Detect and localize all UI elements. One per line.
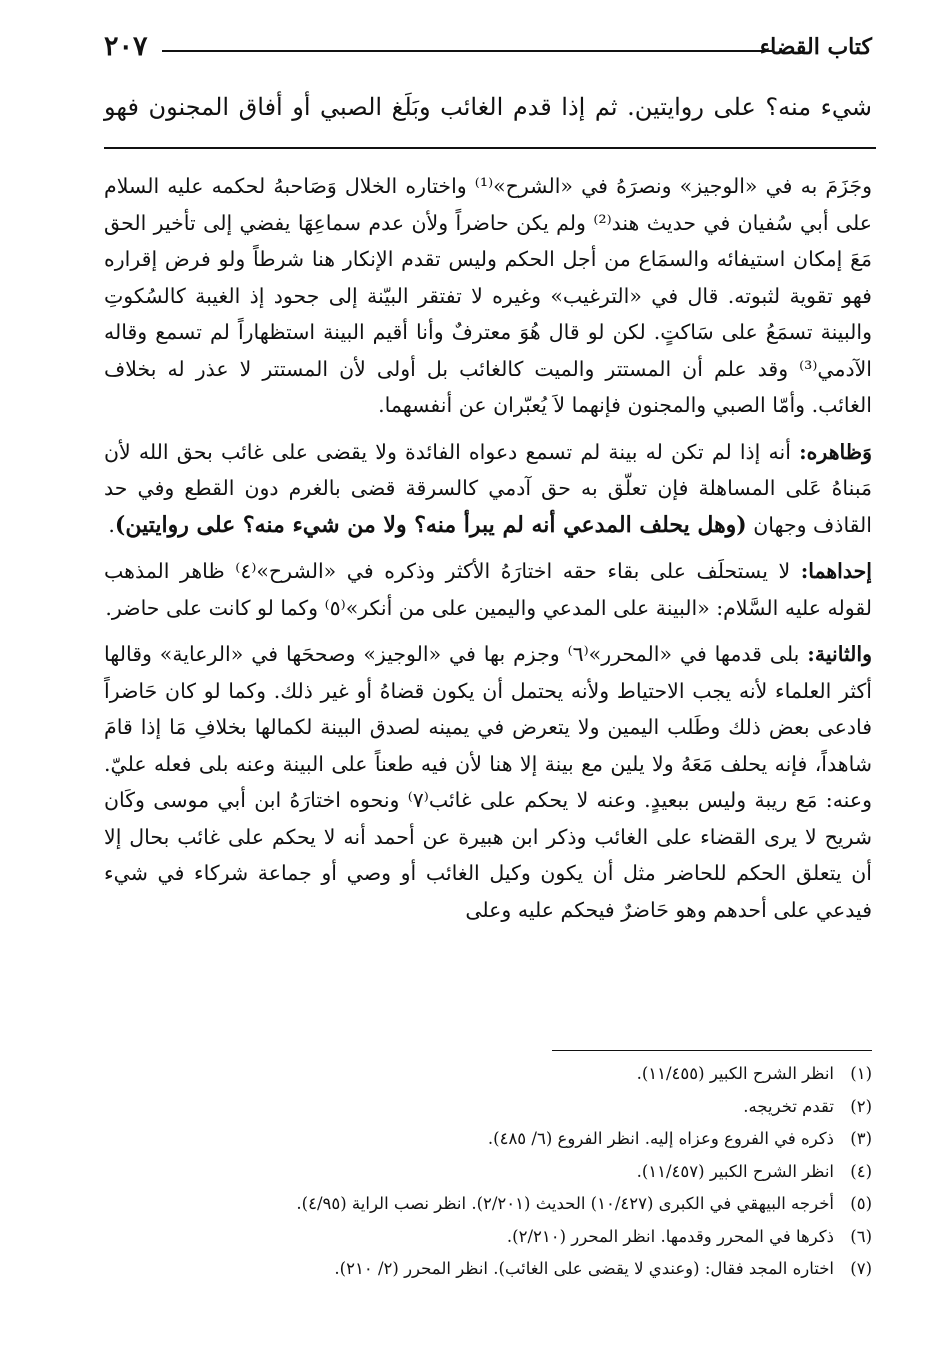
- paragraph-lead: إحداهما:: [800, 559, 873, 583]
- footnote-text: ذكرها في المحرر وقدمها. انظر المحرر (٢/٢١٠).: [506, 1226, 834, 1246]
- footnote-text: انظر الشرح الكبير (١١/٤٥٥).: [636, 1064, 834, 1083]
- paragraph-1: [104, 168, 872, 424]
- footnote-item: [104, 1253, 872, 1286]
- footnote-text: اختاره المجد فقال: (وعندي لا يقضى على الغائب). انظر المحرر (٢/ ٢١٠).: [334, 1259, 834, 1278]
- footnotes: [104, 1058, 872, 1286]
- paragraph-3: [104, 553, 872, 626]
- paragraph-lead: والثانية:: [807, 642, 872, 666]
- footnote-number: (٤): [850, 1161, 872, 1181]
- footnote-divider: [552, 1050, 872, 1051]
- footnote-text: أخرجه البيهقي في الكبرى (١٠/٤٢٧) الحديث (٢/٢٠١). انظر نصب الراية (٤/٩٥).: [296, 1194, 834, 1213]
- paragraph-text: لا يستحلَف على بقاء حقه اختارَهُ الأكثر وذكره في «الشرح»⁽٤⁾ ظاهر المذهب لقوله عليه السَّلام: «البينة على المدعي واليمين على من أنكر»⁽٥⁾ وكما لو كانت على حاضر.: [104, 559, 872, 620]
- page-header: [104, 30, 872, 64]
- page-number: ٢٠٧: [104, 31, 148, 62]
- book-title: كتاب القضاء: [759, 34, 872, 60]
- footnote-number: (١): [850, 1064, 872, 1083]
- paragraph-text: وجَزَمَ به في «الوجيز» ونصرَهُ في «الشرح»⁽¹⁾ واختاره الخلال وَصَاحبهُ لحكمه عليه السلام على أبي سُفيان في حديث هند⁽²⁾ ولم يكن حاضراً ولأن عدم سماعِهَا يفضي إلى تأخير الحق مَعَ إمكان استيفائه والسمَاع من أجل الحكم وليس تقدم الإنكار هنا شرطاً ولو فرض إقراره فهو تقوية لثبوته. قال في «الترغيب» وغيره لا تفتقر البيّنة إلى جحود إذ الغيبة كالسُكوتِ والبينة تسمَعُ على سَاكتٍ. لكن لو قال هُوَ معترفٌ وأنا أقيم البينة استظهاراً لم تسمع وقاله الآدمي⁽³⁾ وقد علم أن المستتر والميت كالغائب بل أولى لأن المستتر لا عذر له بخلاف الغائب. وأمّا الصبي والمجنون فإنهما لاَ يُعبّران عن أنفسهما.: [104, 174, 872, 417]
- paragraph-text: بلى قدمها في «المحرر»⁽٦⁾ وجزم بها في «الوجيز» وصححَها في «الرعاية» وقالها أكثر العلماء لأنه يجب الاحتياط ولأنه يحتمل أن يكون قضاهُ أو غير ذلك. وكما لو كان حَاضراً فادعى بعض ذلك وطَلب اليمين ولا يتعرض في يمينه لصدق البينة لكمالها بخلافِ مَا إذا قامَ شاهداً، فإنه يحلف مَعَهُ ولا يلين مع بينة إلا هنا لأن فيه طعناً على البينة وعنه بلى فعله عليّ. وعنه: مَع ريبة وليس ببعيدٍ. وعنه لا يحكم على غائب⁽٧⁾ ونحوه اختارَهُ ابن أبي موسى وكَان شريح لا يرى القضاء على الغائب وذكر ابن هبيرة عن أحمد أنه لا يحكم على غائب بحال إلا أن يتعلق الحكم للحاضر مثل أن يكون وكيل الغائب أو وصي أو جماعة شركاء في شيء فيدعي على أحدهم وهو حَاضرٌ فيحكم عليه وعلى: [104, 642, 873, 922]
- matn-divider: [104, 147, 876, 149]
- paragraph-text: أنه إذا لم تكن له بينة لم تسمع دعواه الفائدة ولا يقضى على غائب بحق الله لأن مَبناهُ عَلى المساهلة فإن تعلّق به حق آدمي كالسرقة قضى بالغرم دون القطع وفي حد القاذف وجهان: [104, 439, 872, 537]
- matn-top-text: شيء منه؟ على روايتين. ثم إذا قدم الغائب وبَلَغ الصبي أو أفاق المجنون فهو: [104, 93, 872, 121]
- paragraph-tail: .: [108, 512, 115, 537]
- footnote-item: [104, 1091, 872, 1124]
- paragraph-4: [104, 636, 872, 928]
- header-rule: [162, 50, 772, 52]
- commentary-body: [104, 168, 872, 938]
- footnote-number: (٣): [850, 1129, 872, 1148]
- paragraph-2: [104, 434, 872, 544]
- footnote-item: [104, 1188, 872, 1221]
- footnote-text: ذكره في الفروع وعزاه إليه. انظر الفروع (٦/ ٤٨٥).: [487, 1129, 834, 1148]
- footnote-item: [104, 1058, 872, 1091]
- footnote-text: انظر الشرح الكبير (١١/٤٥٧).: [636, 1161, 834, 1181]
- footnote-number: (٧): [850, 1259, 872, 1278]
- footnote-item: [104, 1123, 872, 1156]
- matn-quote: (وهل يحلف المدعي أنه لم يبرأ منه؟ ولا من شيء منه؟ على روايتين): [114, 511, 747, 538]
- footnote-text: تقدم تخريجه.: [743, 1096, 834, 1116]
- footnote-item: [104, 1221, 872, 1254]
- paragraph-lead: وَظاهره:: [799, 439, 872, 464]
- footnote-number: (٦): [850, 1226, 872, 1246]
- footnote-number: (٥): [850, 1194, 872, 1213]
- footnote-item: [104, 1156, 872, 1189]
- footnote-number: (٢): [850, 1096, 872, 1116]
